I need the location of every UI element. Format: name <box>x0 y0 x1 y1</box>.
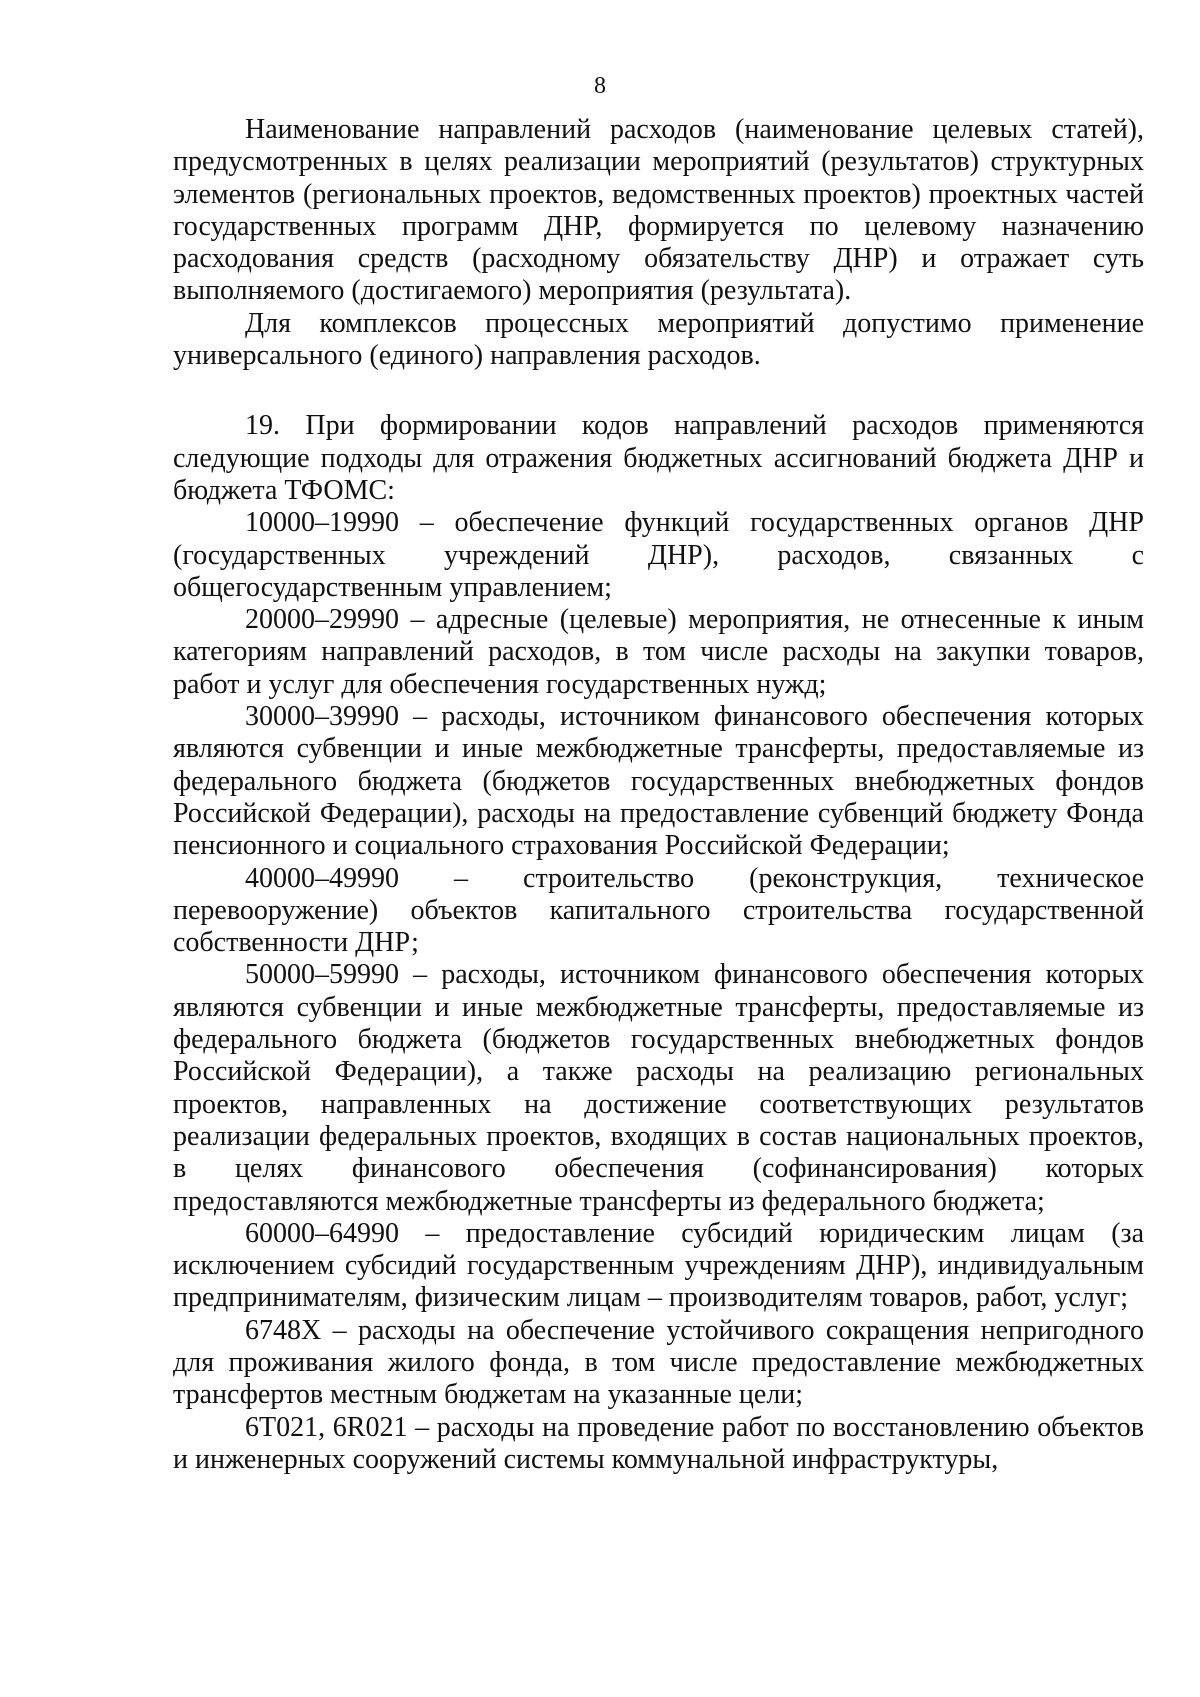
expense-code: 6T021, 6R021 <box>245 1411 408 1443</box>
expense-code-range: 30000–39990 <box>245 701 399 733</box>
paragraph-text: – расходы, источником финансового обеспечения которых являются субвенции и иные межбюджетные трансферты, предоставляемые из федерального бюджета (бюджетов государственных внебюджетных фондов Российской Федерации), расходы на предоставление субвенций бюджету Фонда пенсионного и социального страхования Российской Федерации; <box>173 701 1145 862</box>
paragraph-code-30000 <box>173 701 1144 862</box>
paragraph-text: – расходы на обеспечение устойчивого сокращения непригодного для проживания жилого фонда, в том числе предоставление межбюджетных трансфертов местным бюджетам на указанные цели; <box>173 1314 1144 1411</box>
paragraph-process-activities <box>173 308 1144 373</box>
paragraph-code-20000 <box>173 604 1144 701</box>
expense-code-range: 20000–29990 <box>245 604 399 636</box>
paragraph-code-50000 <box>173 959 1144 1217</box>
paragraph-text: – предоставление субсидий юридическим лицам (за исключением субсидий государственным учреждениям ДНР), индивидуальным предпринимателям, физическим лицам – производителям товаров, работ, услуг; <box>173 1217 1145 1314</box>
expense-code-range: 60000–64990 <box>245 1217 399 1249</box>
paragraph-code-40000 <box>173 863 1144 960</box>
paragraph-text: Для комплексов процессных мероприятий допустимо применение универсального (единого) направления расходов. <box>173 307 1144 372</box>
paragraph-code-6t021 <box>173 1412 1144 1477</box>
expense-code-range: 10000–19990 <box>245 507 399 539</box>
paragraph-text: Наименование направлений расходов (наименование целевых статей), предусмотренных в целях реализации мероприятий (результатов) структурных элементов (региональных проектов, ведомственных проектов) проектных частей государственных программ ДНР, формируется по целевому назначению расходования средств (расходному обязательству ДНР) и отражает суть выполняемого (достигаемого) мероприятия (результата). <box>173 114 1144 307</box>
paragraph-text: – адресные (целевые) мероприятия, не отнесенные к иным категориям направлений расходов, в том числе расходы на закупки товаров, работ и услуг для обеспечения государственных нужд; <box>173 604 1144 700</box>
document-body <box>173 114 1144 1476</box>
paragraph-code-10000 <box>173 507 1144 604</box>
paragraph-section-19 <box>173 410 1144 507</box>
paragraph-text: – обеспечение функций государственных органов ДНР (государственных учреждений ДНР), расходов, связанных с общегосударственным управлением; <box>173 507 1144 603</box>
paragraph-target-articles-naming <box>173 114 1144 308</box>
paragraph-code-60000 <box>173 1218 1144 1315</box>
expense-code-range: 40000–49990 <box>245 862 399 894</box>
paragraph-text: При формировании кодов направлений расходов применяются следующие подходы для отражения бюджетных ассигнований бюджета ДНР и бюджета ТФОМС: <box>173 410 1144 506</box>
paragraph-text: – расходы на проведение работ по восстановлению объектов и инженерных сооружений системы коммунальной инфраструктуры, <box>173 1411 1145 1475</box>
paragraph-text: – строительство (реконструкция, техническое перевооружение) объектов капитального строительства государственной собственности ДНР; <box>173 862 1144 959</box>
section-number: 19. <box>245 410 280 442</box>
expense-code-range: 50000–59990 <box>245 959 399 991</box>
expense-code: 6748X <box>245 1314 322 1346</box>
paragraph-code-6748x <box>173 1315 1144 1412</box>
paragraph-text: – расходы, источником финансового обеспечения которых являются субвенции и иные межбюджетные трансферты, предоставляемые из федерального бюджета (бюджетов государственных внебюджетных фондов Российской Федерации), а также расходы на реализацию региональных проектов, направленных на достижение соответствующих результатов реализации федеральных проектов, входящих в состав национальных проектов, в целях финансового обеспечения (софинансирования) которых предоставляются межбюджетные трансферты из федерального бюджета; <box>173 959 1145 1217</box>
page-number: 8 <box>594 73 606 99</box>
